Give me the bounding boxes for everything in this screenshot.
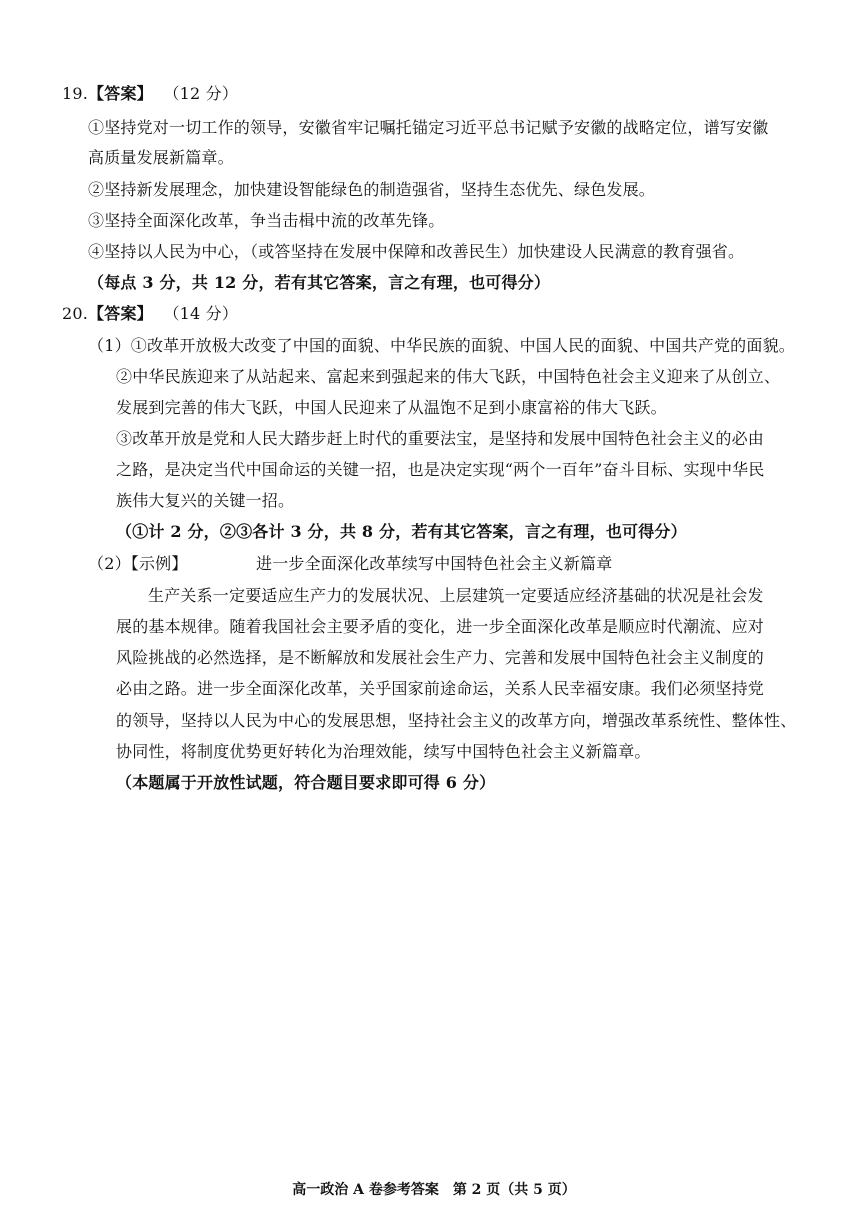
q19-point-2: ②坚持新发展理念，加快建设智能绿色的制造强省，坚持生态优先、绿色发展。	[88, 180, 656, 199]
q20-header	[62, 304, 238, 324]
q20-part1-line-5: 之路，是决定当代中国命运的关键一招，也是决定实现“两个一百年”奋斗目标、实现中华民	[116, 460, 765, 479]
q19-point-3: ③坚持全面深化改革，争当击楫中流的改革先锋。	[88, 211, 445, 230]
q20-part1-line-4: ③改革开放是党和人民大踏步赶上时代的重要法宝，是坚持和发展中国特色社会主义的必由	[116, 429, 765, 448]
q20-part2-line-6: 协同性，将制度优势更好转化为治理效能，续写中国特色社会主义新篇章。	[116, 742, 651, 761]
q20-part2-line-4: 必由之路。进一步全面深化改革，关乎国家前途命运，关系人民幸福安康。我们必须坚持党	[116, 679, 765, 698]
q20-score: （14 分）	[163, 304, 239, 323]
q20-number: 20.	[62, 304, 89, 323]
q20-part2-essay-title: 进一步全面深化改革续写中国特色社会主义新篇章	[256, 554, 613, 573]
q20-part1-line-2: ②中华民族迎来了从站起来、富起来到强起来的伟大飞跃，中国特色社会主义迎来了从创立、	[116, 367, 781, 386]
q20-part1-line-6: 族伟大复兴的关键一招。	[116, 491, 295, 510]
q20-answer-label: 【答案】	[88, 304, 153, 323]
q19-point-1: ①坚持党对一切工作的领导，安徽省牢记嘱托锚定习近平总书记赋予安徽的战略定位，谱写安徽	[88, 118, 769, 137]
q20-part2-line-5: 的领导，坚持以人民为中心的发展思想，坚持社会主义的改革方向，增强改革系统性、整体性、	[116, 711, 797, 730]
q19-score: （12 分）	[163, 84, 239, 103]
q20-part2-line-3: 风险挑战的必然选择，是不断解放和发展社会生产力、完善和发展中国特色社会主义制度的	[116, 648, 765, 667]
q20-part1-line-3: 发展到完善的伟大飞跃，中国人民迎来了从温饱不足到小康富裕的伟大飞跃。	[116, 398, 667, 417]
q20-part2-line-1: 生产关系一定要适应生产力的发展状况、上层建筑一定要适应经济基础的状况是社会发	[148, 586, 764, 605]
q20-part1-scoring-note: （①计 2 分，②③各计 3 分，共 8 分，若有其它答案，言之有理，也可得分）	[116, 522, 687, 541]
q20-part2-scoring-note: （本题属于开放性试题，符合题目要求即可得 6 分）	[116, 773, 496, 792]
q19-header	[62, 84, 238, 104]
q19-point-4: ④坚持以人民为中心，（或答坚持在发展中保障和改善民生）加快建设人民满意的教育强省。	[88, 242, 745, 261]
q20-part2-line-2: 展的基本规律。随着我国社会主要矛盾的变化，进一步全面深化改革是顺应时代潮流、应对	[116, 617, 765, 636]
q19-point-1-cont: 高质量发展新篇章。	[88, 148, 234, 167]
q19-scoring-note: （每点 3 分，共 12 分，若有其它答案，言之有理，也可得分）	[88, 273, 551, 292]
q19-number: 19.	[62, 84, 89, 103]
q20-part2-label: （2）【示例】	[88, 554, 188, 573]
q19-answer-label: 【答案】	[88, 84, 153, 103]
page-footer: 高一政治 A 卷参考答案 第 2 页（共 5 页）	[292, 1182, 576, 1198]
q20-part1-line-1: （1）①改革开放极大改变了中国的面貌、中华民族的面貌、中国人民的面貌、中国共产党的面貌。	[88, 336, 795, 355]
